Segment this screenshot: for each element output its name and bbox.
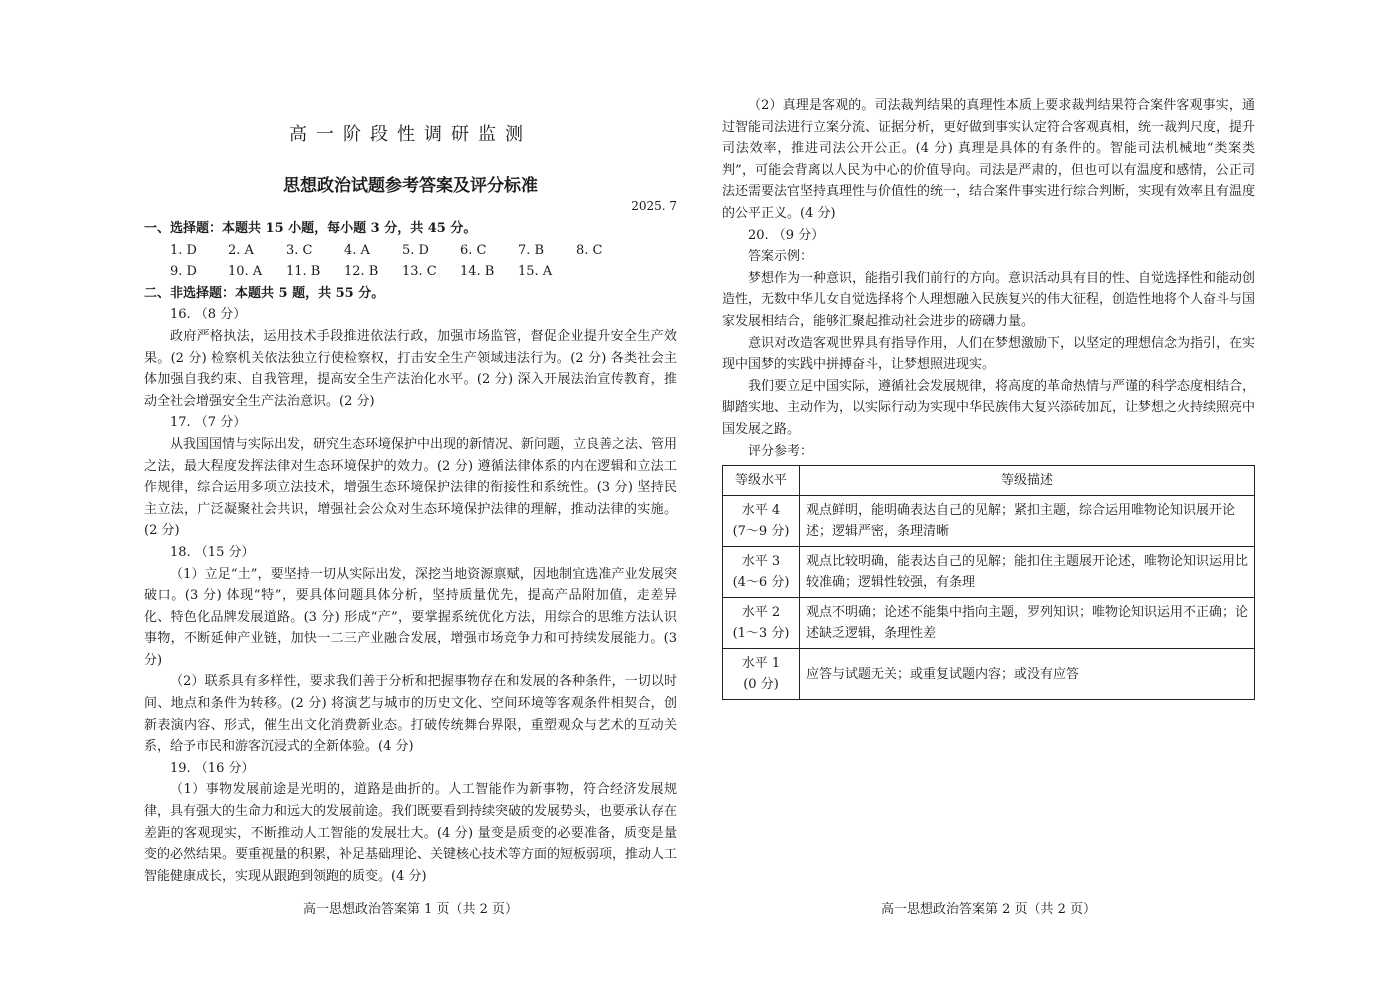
header-description: 等级描述 xyxy=(800,466,1255,496)
answer-item: 12. B xyxy=(344,264,379,280)
level-name: 水平 1 xyxy=(741,656,781,672)
q18-part2-answer: （2）联系具有多样性，要求我们善于分析和把握事物存在和发展的各种条件，一切以时间、地点和条件为转移。(2 分) 将演艺与城市的历史文化、空间环境等客观条件相契合，创新表演内容、形式，催生出文化消费新业态。打破传统舞台界限，重塑观众与艺术的互动关系，给予市民和游客沉浸式的全新体验。(4 分) xyxy=(144,674,677,755)
q20-example-label: 答案示例： xyxy=(748,249,814,265)
page2-footer: 高一思想政治答案第 2 页（共 2 页） xyxy=(880,902,1097,917)
q17-label: 17. （7 分） xyxy=(170,415,247,431)
table-row xyxy=(723,547,1255,598)
answer-key-row-1 xyxy=(144,240,677,262)
answer-item: 6. C xyxy=(460,242,487,258)
level-name: 水平 4 xyxy=(741,503,781,519)
q16-answer: 政府严格执法，运用技术手段推进依法行政，加强市场监管，督促企业提升安全生产效果。(2 分) 检察机关依法独立行使检察权，打击安全生产领域违法行为。(2 分) 各类社会主体加强自我约束、自我管理，提高安全生产法治化水平。(2 分) 深入开展法治宣传教育，推动全社会增强安全生产法治意识。(2 分) xyxy=(144,328,677,409)
answer-item: 1. D xyxy=(170,242,197,258)
exam-date: 2025. 7 xyxy=(631,199,677,213)
page1-footer: 高一思想政治答案第 1 页（共 2 页） xyxy=(302,902,519,917)
level-cell xyxy=(723,547,800,598)
answer-item: 2. A xyxy=(228,242,254,258)
level-description: 观点鲜明，能明确表达自己的见解；紧扣主题，综合运用唯物论知识展开论述；逻辑严密，条理清晰 xyxy=(800,496,1255,547)
level-cell xyxy=(723,496,800,547)
answer-item: 11. B xyxy=(286,264,321,280)
q20-paragraph-2: 意识对改造客观世界具有指导作用，人们在梦想激励下，以坚定的理想信念为指引，在实现中国梦的实践中拼搏奋斗，让梦想照进现实。 xyxy=(722,335,1256,373)
level-description: 观点比较明确，能表达自己的见解；能扣住主题展开论述，唯物论知识运用比较准确；逻辑性较强，有条理 xyxy=(800,547,1255,598)
level-range: (4～6 分) xyxy=(732,575,790,591)
q18-part1-answer: （1）立足“土”，要坚持一切从实际出发，深挖当地资源禀赋，因地制宜选准产业发展突破口。(3 分) 体现“特”，要具体问题具体分析，坚持质量优先，提高产品附加值，走差异化、特色化品牌发展道路。(3 分) 形成“产”，要掌握系统优化方法，用综合的思维方法认识事物，不断延伸产业链，加快一二三产业融合发展，增强市场竞争力和可持续发展能力。(3 分) xyxy=(144,566,677,668)
grading-table-header xyxy=(723,466,1255,496)
grading-table xyxy=(722,465,1255,700)
page2-body xyxy=(722,95,1255,700)
q20-paragraph-1: 梦想作为一种意识，能指引我们前行的方向。意识活动具有目的性、自觉选择性和能动创造性，无数中华儿女自觉选择将个人理想融入民族复兴的伟大征程，创造性地将个人奋斗与国家发展相结合，能够汇聚起推动社会进步的磅礴力量。 xyxy=(722,270,1256,329)
answer-item: 10. A xyxy=(228,264,263,280)
answer-key-row-2 xyxy=(144,261,677,283)
header-title: 高一阶段性调研监测 xyxy=(289,124,532,145)
level-description: 观点不明确；论述不能集中指向主题，罗列知识；唯物论知识运用不正确；论述缺乏逻辑，条理性差 xyxy=(800,598,1255,649)
level-cell xyxy=(723,598,800,649)
answer-item: 14. B xyxy=(460,264,495,280)
q17-answer: 从我国国情与实际出发，研究生态环境保护中出现的新情况、新问题，立良善之法、管用之法，最大程度发挥法律对生态环境保护的效力。(2 分) 遵循法律体系的内在逻辑和立法工作规律，综合运用多项立法技术，增强生态环境保护法律的衔接性和系统性。(3 分) 坚持民主立法，广泛凝聚社会共识，增强社会公众对生态环境保护法律的理解，推动法律的实施。(2 分) xyxy=(144,436,678,539)
level-cell xyxy=(723,649,800,700)
table-row xyxy=(723,649,1255,700)
scoring-label: 评分参考： xyxy=(748,443,814,459)
answer-item: 13. C xyxy=(402,264,437,280)
q19-part2-answer: （2）真理是客观的。司法裁判结果的真理性本质上要求裁判结果符合案件客观事实，通过智能司法进行立案分流、证据分析，更好做到事实认定符合客观真相，统一裁判尺度，提升司法效率，推进司法公开公正。(4 分) 真理是具体的有条件的。智能司法机械地“类案类判”，可能会背离以人民为中心的价值导向。司法是严肃的，但也可以有温度和感情，公正司法还需要法官坚持真理性与价值性的统一，结合案件事实进行综合判断，实现有效率且有温度的公平正义。(4 分) xyxy=(722,98,1256,221)
level-name: 水平 2 xyxy=(741,605,781,621)
answer-item: 8. C xyxy=(576,242,603,258)
level-range: (1～3 分) xyxy=(732,626,790,642)
level-name: 水平 3 xyxy=(741,554,781,570)
q19-part1-answer: （1）事物发展前途是光明的，道路是曲折的。人工智能作为新事物，符合经济发展规律，具有强大的生命力和远大的发展前途。我们既要看到持续突破的发展势头，也要承认存在差距的客观现实，不断推动人工智能的发展壮大。(4 分) 量变是质变的必要准备，质变是量变的必然结果。要重视量的积累，补足基础理论、关键核心技术等方面的短板弱项，推动人工智能健康成长，实现从跟跑到领跑的质变。(4 分) xyxy=(144,782,678,884)
q16-label: 16. （8 分） xyxy=(170,307,247,323)
answer-item: 5. D xyxy=(402,242,429,258)
answer-item: 4. A xyxy=(344,242,370,258)
answer-item: 7. B xyxy=(518,242,545,258)
q20-label: 20. （9 分） xyxy=(748,227,825,243)
answer-item: 15. A xyxy=(518,264,553,280)
q20-paragraph-3: 我们要立足中国实际，遵循社会发展规律，将高度的革命热情与严谨的科学态度相结合，脚踏实地、主动作为，以实际行动为实现中华民族伟大复兴添砖加瓦，让梦想之火持续照亮中国发展之路。 xyxy=(722,378,1256,437)
header-level: 等级水平 xyxy=(723,466,800,496)
answer-item: 3. C xyxy=(286,242,313,258)
level-description: 应答与试题无关；或重复试题内容；或没有应答 xyxy=(800,649,1255,700)
answer-item: 9. D xyxy=(170,264,197,280)
level-range: (0 分) xyxy=(743,677,779,693)
q19-label: 19. （16 分） xyxy=(170,760,255,776)
section1-heading: 一、选择题：本题共 15 小题，每小题 3 分，共 45 分。 xyxy=(144,221,477,236)
q18-label: 18. （15 分） xyxy=(170,544,255,560)
section2-heading: 二、非选择题：本题共 5 题，共 55 分。 xyxy=(144,285,385,301)
table-row xyxy=(723,598,1255,649)
level-range: (7～9 分) xyxy=(732,524,790,540)
subject-title: 思想政治试题参考答案及评分标准 xyxy=(283,176,538,196)
table-row xyxy=(723,496,1255,547)
page1-body xyxy=(144,218,677,887)
